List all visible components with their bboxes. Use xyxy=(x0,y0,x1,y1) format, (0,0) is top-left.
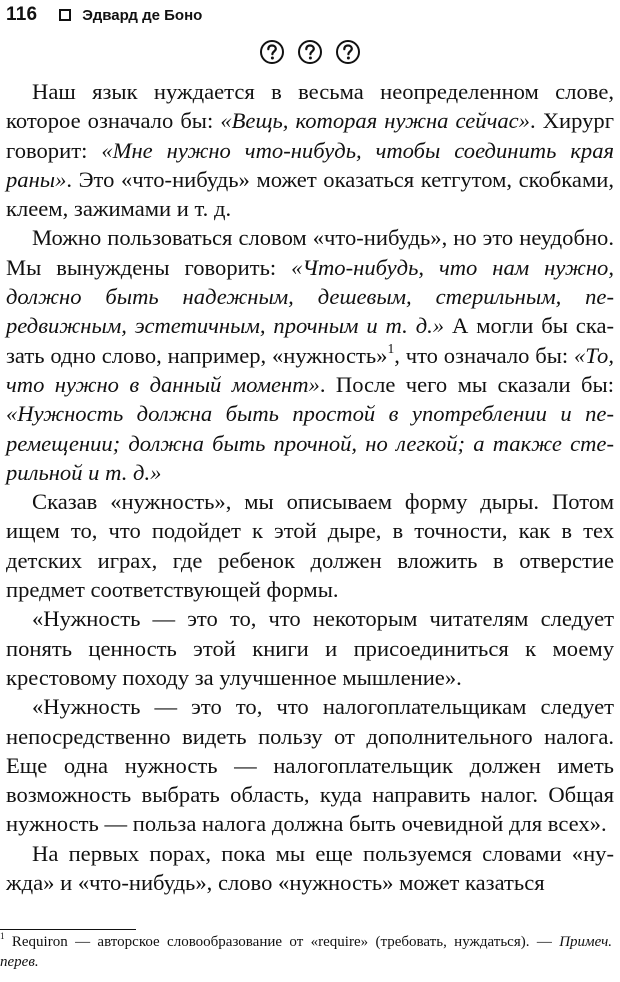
paragraph xyxy=(6,223,614,487)
text-run: , что означало бы: xyxy=(394,342,574,368)
body-text xyxy=(6,77,614,897)
text-run: Наш язык нуждается в весьма неопределенном слове, которое означало бы: xyxy=(6,79,614,134)
text-run: На первых порах, пока мы еще пользуемся словами «нужда» и «что-нибудь», слово «нужность» может казаться xyxy=(6,840,614,896)
section-ornament xyxy=(0,39,620,65)
paragraph xyxy=(6,604,614,692)
running-title: Эдвард де Боно xyxy=(82,6,203,24)
italic-run: «Вещь, которая нужна сейчас» xyxy=(220,108,530,134)
question-circle-icon xyxy=(259,39,285,65)
paragraph xyxy=(6,487,614,604)
paragraph xyxy=(6,839,614,898)
footnote-marker: 1 xyxy=(0,931,5,942)
footnote xyxy=(0,932,612,972)
paragraph xyxy=(6,77,614,223)
text-run: . После чего мы сказали бы: xyxy=(319,371,614,397)
italic-run: «Что-нибудь, что нам нужно, должно быть надежным, дешевым, стерильным, передвижным, эстетичным, прочным и т. д.» xyxy=(6,254,614,339)
text-run: А могли бы сказать одно слово, например, «нужность» xyxy=(6,313,615,368)
text-run: Requiron — авторское словообразование от «require» (требовать, нуждаться). — xyxy=(4,934,560,950)
question-circle-icon xyxy=(335,39,361,65)
text-run: . Это «что-нибудь» может оказаться кетгутом, скобками, клеем, зажимами и т. д. xyxy=(6,166,614,222)
paragraph xyxy=(6,692,614,838)
text-run: . Хирург говорит: xyxy=(6,108,614,163)
running-header xyxy=(6,2,606,28)
question-circle-icon xyxy=(297,39,323,65)
text-run: Сказав «нужность», мы описываем форму дыры. Потом ищем то, что подойдет к этой дыре, в точности, как в тех детских играх, где ребенок должен вложить в отверстие предмет соответствующей формы. xyxy=(6,489,614,603)
italic-run: «Мне нужно что-нибудь, чтобы соединить края раны» xyxy=(6,137,614,192)
italic-run: «То, что нужно в данный момент» xyxy=(6,342,614,397)
footnote-marker: 1 xyxy=(387,340,395,356)
text-run: Можно пользоваться словом «что-нибудь», но это неудобно. Мы вынуждены говорить: xyxy=(6,225,614,280)
italic-run: Примеч. перев. xyxy=(0,934,612,970)
square-bullet-icon xyxy=(59,9,71,21)
footnote-divider xyxy=(0,929,136,930)
text-run: «Нужность — это то, что некоторым читателям следует понять ценность этой книги и присоединиться к моему крестовому походу за улучшенное мышление». xyxy=(6,606,614,690)
text-run: «Нужность — это то, что налогоплательщикам следует непосредственно видеть пользу от дополнительного налога. Еще одна нужность — налогоплательщик должен иметь возможность выбрать область, куда направить налог. Общая нужность — польза налога должна быть очевидной для всех». xyxy=(6,694,614,837)
page-number: 116 xyxy=(6,4,38,25)
italic-run: «Нужность должна быть простой в употреблении и перемещении; должна быть прочной, но легкой; а также стерильной и т. д.» xyxy=(6,401,614,485)
